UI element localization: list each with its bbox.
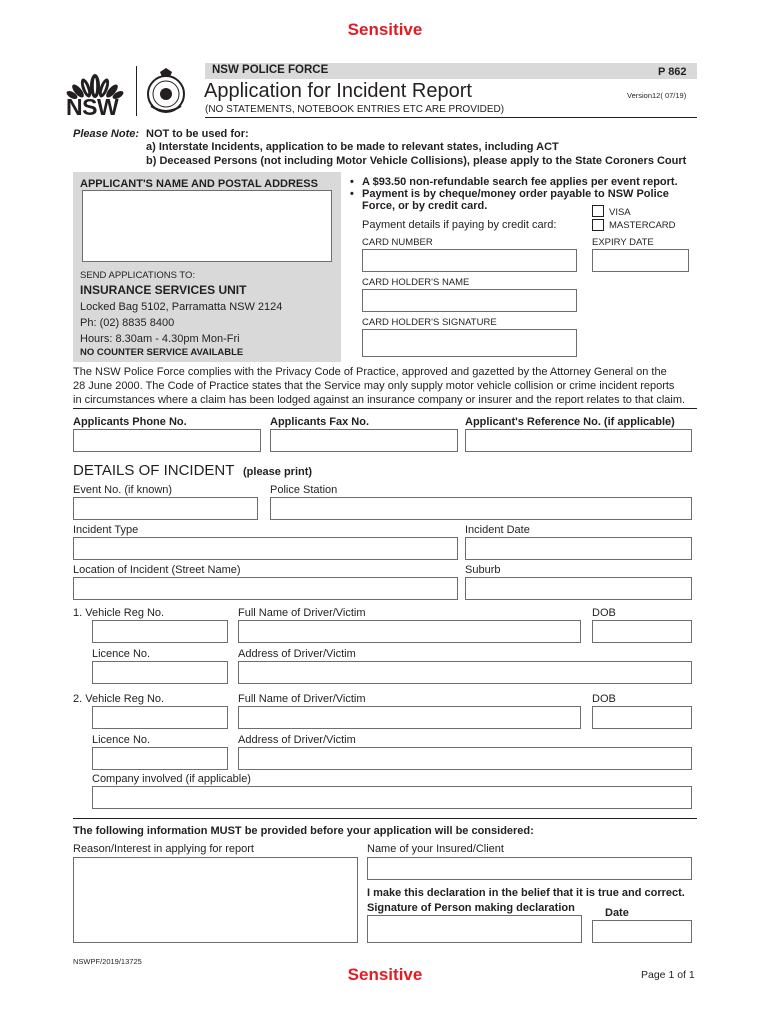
note-line-a: a) Interstate Incidents, application to be made to relevant states, including ACT: [146, 141, 559, 153]
incident-date-label: Incident Date: [465, 524, 530, 536]
fax-label: Applicants Fax No.: [270, 416, 370, 428]
subtitle: (NO STATEMENTS, NOTEBOOK ENTRIES ETC ARE PROVIDED): [205, 104, 505, 115]
card-holder-name-field[interactable]: [362, 289, 577, 312]
org-name: NSW POLICE FORCE: [212, 64, 329, 76]
page-title: Application for Incident Report: [204, 80, 472, 102]
vehicle2-reg-label: 2. Vehicle Reg No.: [73, 693, 165, 705]
nsw-logo-text: NSW: [66, 94, 119, 120]
unit-phone: Ph: (02) 8835 8400: [80, 317, 175, 329]
nsw-logo: [64, 64, 134, 118]
company-field[interactable]: [92, 786, 692, 809]
vehicle2-dob-label: DOB: [592, 693, 616, 705]
vehicle1-name-field[interactable]: [238, 620, 581, 643]
payment-method-line1: Payment is by cheque/money order payable to NSW Police: [362, 188, 669, 200]
visa-label: VISA: [609, 207, 631, 218]
card-holder-signature-label: CARD HOLDER'S SIGNATURE: [362, 317, 497, 328]
bullet-2-icon: •: [350, 188, 354, 200]
vehicle1-name-label: Full Name of Driver/Victim: [238, 607, 366, 619]
vehicle1-reg-field[interactable]: [92, 620, 228, 643]
unit-address: Locked Bag 5102, Parramatta NSW 2124: [80, 301, 283, 313]
declaration-belief: I make this declaration in the belief that it is true and correct.: [367, 887, 685, 899]
header-rule: [205, 117, 697, 118]
vehicle2-address-label: Address of Driver/Victim: [238, 734, 356, 746]
unit-hours: Hours: 8.30am - 4.30pm Mon-Fri: [80, 333, 240, 345]
signature-label: Signature of Person making declaration: [367, 902, 575, 914]
vehicle2-licence-field[interactable]: [92, 747, 228, 770]
vehicle2-name-field[interactable]: [238, 706, 581, 729]
event-no-label: Event No. (if known): [73, 484, 173, 496]
phone-field[interactable]: [73, 429, 261, 452]
vehicle2-licence-label: Licence No.: [92, 734, 151, 746]
vehicle1-licence-label: Licence No.: [92, 648, 151, 660]
fee-note: A $93.50 non-refundable search fee applies per event report.: [362, 176, 678, 188]
vehicle2-address-field[interactable]: [238, 747, 692, 770]
note-line-b: b) Deceased Persons (not including Motor Vehicle Collisions), please apply to the State Coroners Court: [146, 155, 687, 167]
footer-code: NSWPF/2019/13725: [73, 957, 142, 966]
version-label: Version12( 07/19): [627, 91, 687, 100]
insured-field[interactable]: [367, 857, 692, 880]
expiry-date-field[interactable]: [592, 249, 689, 272]
reference-field[interactable]: [465, 429, 692, 452]
vehicle1-address-label: Address of Driver/Victim: [238, 648, 356, 660]
vehicle2-dob-field[interactable]: [592, 706, 692, 729]
card-number-field[interactable]: [362, 249, 577, 272]
incident-type-label: Incident Type: [73, 524, 139, 536]
page-number: Page 1 of 1: [641, 969, 695, 981]
reason-label: Reason/Interest in applying for report: [73, 843, 254, 855]
send-to-label: SEND APPLICATIONS TO:: [80, 270, 196, 281]
fax-field[interactable]: [270, 429, 458, 452]
vehicle1-dob-label: DOB: [592, 607, 616, 619]
visa-checkbox[interactable]: [592, 205, 604, 217]
card-holder-signature-field[interactable]: [362, 329, 577, 357]
card-number-label: CARD NUMBER: [362, 237, 433, 248]
suburb-field[interactable]: [465, 577, 692, 600]
note-line-0: NOT to be used for:: [146, 128, 249, 140]
vehicle2-reg-field[interactable]: [92, 706, 228, 729]
date-label: Date: [605, 907, 629, 919]
note-label: Please Note:: [73, 128, 140, 140]
signature-field[interactable]: [367, 915, 582, 943]
no-counter-label: NO COUNTER SERVICE AVAILABLE: [80, 347, 244, 358]
mastercard-checkbox[interactable]: [592, 219, 604, 231]
applicant-heading: APPLICANT'S NAME AND POSTAL ADDRESS: [80, 178, 318, 190]
location-field[interactable]: [73, 577, 458, 600]
card-holder-name-label: CARD HOLDER'S NAME: [362, 277, 470, 288]
sensitive-label-top: Sensitive: [347, 20, 423, 39]
reference-label: Applicant's Reference No. (if applicable): [465, 416, 675, 428]
vehicle2-name-label: Full Name of Driver/Victim: [238, 693, 366, 705]
police-crest-icon: [143, 68, 189, 119]
insured-label: Name of your Insured/Client: [367, 843, 504, 855]
expiry-date-label: EXPIRY DATE: [592, 237, 654, 248]
vehicle1-licence-field[interactable]: [92, 661, 228, 684]
vehicle1-dob-field[interactable]: [592, 620, 692, 643]
vehicle1-reg-label: 1. Vehicle Reg No.: [73, 607, 165, 619]
must-provide-note: The following information MUST be provided before your application will be considered:: [73, 825, 534, 837]
unit-name: INSURANCE SERVICES UNIT: [80, 283, 247, 297]
incident-heading: DETAILS OF INCIDENT: [73, 462, 235, 479]
reason-field[interactable]: [73, 857, 358, 943]
mastercard-label: MASTERCARD: [609, 220, 676, 231]
declaration-date-field[interactable]: [592, 920, 692, 943]
privacy-line-3: in circumstances where a claim has been lodged against an insurance company or insurer and the report relates to that claim.: [73, 394, 686, 406]
phone-label: Applicants Phone No.: [73, 416, 187, 428]
privacy-line-1: The NSW Police Force complies with the Privacy Code of Practice, approved and gazetted by the Attorney General on the: [73, 366, 667, 378]
police-station-label: Police Station: [270, 484, 338, 496]
incident-heading-suffix: (please print): [243, 466, 313, 478]
event-no-field[interactable]: [73, 497, 258, 520]
applicant-address-field[interactable]: [82, 190, 332, 262]
company-label: Company involved (if applicable): [92, 773, 251, 785]
privacy-line-2: 28 June 2000. The Code of Practice states that the Service may only supply motor vehicle collision or crime incident reports: [73, 380, 675, 392]
logo-divider: [136, 66, 137, 116]
sensitive-label-bottom: Sensitive: [347, 965, 423, 984]
location-label: Location of Incident (Street Name): [73, 564, 241, 576]
privacy-rule: [73, 408, 697, 409]
police-station-field[interactable]: [270, 497, 692, 520]
payment-method-line2: Force, or by credit card.: [362, 200, 488, 212]
vehicle1-address-field[interactable]: [238, 661, 692, 684]
incident-type-field[interactable]: [73, 537, 458, 560]
suburb-label: Suburb: [465, 564, 501, 576]
incident-date-field[interactable]: [465, 537, 692, 560]
payment-details-label: Payment details if paying by credit card:: [362, 219, 557, 231]
form-number: P 862: [658, 66, 687, 78]
bullet-1-icon: •: [350, 176, 354, 188]
declaration-rule: [73, 818, 697, 819]
